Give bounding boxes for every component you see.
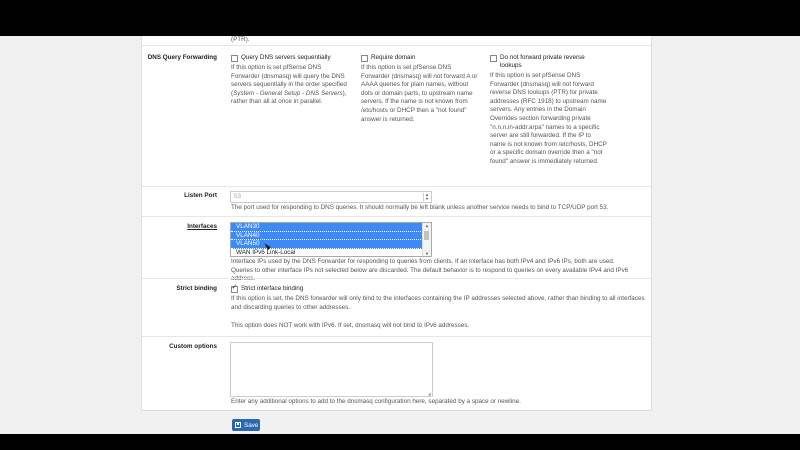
custom-options-help: Enter any additional options to add to the dnsmasq configuration here, separated by a space or newline. xyxy=(231,398,521,405)
interfaces-select[interactable] xyxy=(230,222,432,257)
save-button[interactable] xyxy=(232,419,260,431)
checkbox-box[interactable] xyxy=(231,55,238,62)
checkbox-box[interactable] xyxy=(361,55,368,62)
query-sequentially-help: If this option is set pfSense DNS Forwarder (dnsmasq) will query the DNS servers sequentially in the order specified (System - General Setup - DNS Servers), rather than all at once in parallel. xyxy=(231,64,347,106)
dns-query-forwarding-label: DNS Query Forwarding xyxy=(147,54,217,61)
interface-option-wan-ipv6-link-local[interactable]: WAN IPv6 Link-Local xyxy=(236,248,296,256)
scroll-up-icon[interactable]: ▲ xyxy=(425,223,429,228)
interfaces-label: Interfaces xyxy=(187,223,217,230)
row-divider xyxy=(142,186,651,187)
require-domain-checkbox[interactable] xyxy=(361,54,415,62)
page xyxy=(0,36,800,434)
strict-binding-ipv6-note: This option does NOT work with IPv6. If set, dnsmasq will not bind to IPv6 addresses. xyxy=(231,322,470,329)
checkbox-label: Query DNS servers sequentially xyxy=(241,54,331,61)
interfaces-scrollbar[interactable] xyxy=(422,223,431,256)
custom-options-textarea[interactable] xyxy=(230,342,433,397)
interfaces-help: Interface IPs used by the DNS Forwarder for responding to queries from clients. If an interface has both IPv4 and IPv6 IPs, both are used. Queries to other interface IPs not selected below are discarded. The default behavior is to respond to queries on every available IPv4 and IPv6 xyxy=(231,258,629,274)
strict-binding-help: If this option is set, the DNS forwarder will only bind to the interfaces containing the IP addresses selected above, rather than binding to all interfaces and discarding queries to other addresses. xyxy=(231,295,645,311)
checkbox-box[interactable] xyxy=(490,55,497,62)
query-sequentially-checkbox[interactable] xyxy=(231,54,331,62)
strict-binding-checkbox[interactable] xyxy=(231,285,303,293)
row-divider xyxy=(142,278,651,279)
interface-option-vlan40[interactable]: VLAN40 xyxy=(231,232,431,241)
row-divider xyxy=(142,216,651,217)
row-divider xyxy=(142,336,651,337)
listen-port-placeholder: 53 xyxy=(234,193,242,200)
resize-handle-icon[interactable]: ◢ xyxy=(427,391,431,396)
save-button-label: Save xyxy=(244,421,259,429)
interface-option-vlan30[interactable]: VLAN30 xyxy=(231,223,431,232)
require-domain-help: If this option is set pfSense DNS Forwarder (dnsmasq) will not forward A or AAAA queries for plain names, without dots or domain parts, to upstream name servers. If the name is not known from /etc/hosts or DHCP then a "not found" answer is returned. xyxy=(361,64,478,123)
no-private-reverse-help: If this option is set pfSense DNS Forwarder (dnsmasq) will not forward reverse DNS lookups (PTR) for private addresses (RFC 1918) to upstream name servers. Any entries in the Domain Overrides section forwarding private "n.n.n.in-addr.arpa" names to a specific server are still forwarded. If the IP to name is not known from /etc/hosts, DHCP or a specific domain override then a "not found" answer is immediately returned. xyxy=(490,72,607,165)
listen-port-label: Listen Port xyxy=(184,192,217,199)
row-divider xyxy=(142,45,651,46)
interface-option-vlan50[interactable]: VLAN50 xyxy=(231,240,431,249)
checkbox-label: Strict interface binding xyxy=(241,285,304,292)
ptr-fragment: (PTR). xyxy=(231,36,250,43)
custom-options-label: Custom options xyxy=(169,343,217,350)
strict-binding-label: Strict binding xyxy=(176,285,217,292)
checkbox-label: Require domain xyxy=(371,54,416,61)
settings-panel xyxy=(141,36,652,411)
scroll-down-icon[interactable]: ▼ xyxy=(425,251,429,256)
scroll-thumb[interactable] xyxy=(424,231,429,240)
port-spinner[interactable]: ▲ ▼ xyxy=(423,193,430,201)
listen-port-help: The port used for responding to DNS queries. It should normally be left blank unless another service needs to bind to TCP/UDP port 53. xyxy=(231,204,609,211)
checkbox-label: Do not forward private reverse lookups xyxy=(500,54,585,69)
checkbox-checked-icon[interactable] xyxy=(231,286,238,293)
listen-port-input[interactable] xyxy=(230,191,432,203)
save-icon xyxy=(235,422,241,428)
no-private-reverse-checkbox[interactable] xyxy=(490,54,608,70)
